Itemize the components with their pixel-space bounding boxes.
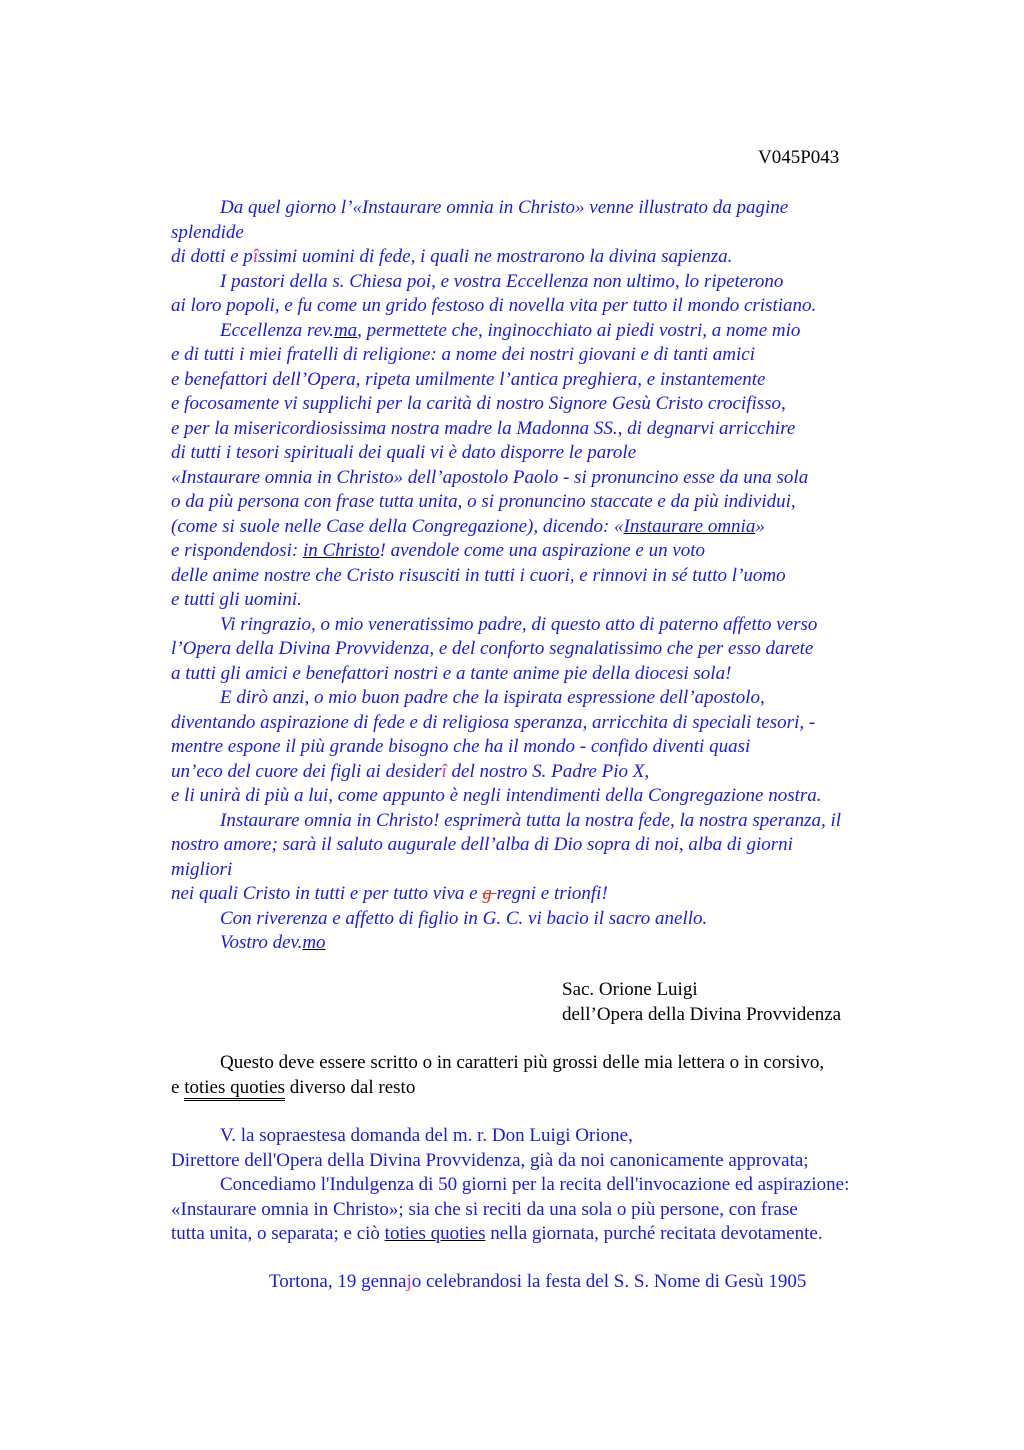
letter-line: migliori <box>171 858 233 880</box>
letter-line: nostro amore; sarà il saluto augurale dell’alba di Dio sopra di noi, alba di giorni <box>171 834 793 855</box>
date-line <box>269 1271 806 1293</box>
letter-line: e tutti gli uomini. <box>171 589 302 610</box>
decree-line <box>171 1222 849 1247</box>
text-fragment: Vostro dev. <box>220 932 303 953</box>
struck-correction: g <box>482 883 497 904</box>
letter-line <box>171 515 911 540</box>
letter-line <box>171 882 911 907</box>
letter-line: o da più persona con frase tutta unita, o si pronuncino staccate e da più individui, <box>171 491 796 512</box>
letter-line: E dirò anzi, o mio buon padre che la ispirata espressione dell’apostolo, <box>220 687 765 708</box>
text-fragment: nei quali Cristo in tutti e per tutto viva e <box>171 883 483 904</box>
letter-line: e focosamente vi supplichi per la carità di nostro Signore Gesù Cristo crocifisso, <box>171 393 786 414</box>
decree-line: V. la sopraestesa domanda del m. r. Don Luigi Orione, <box>220 1125 633 1146</box>
letter-line: l’Opera della Divina Provvidenza, e del conforto segnalatissimo che per esso darete <box>171 638 814 659</box>
letter-line: mentre espone il più grande bisogno che ha il mondo - confido diventi quasi <box>171 736 751 757</box>
signature-org: dell’Opera della Divina Provvidenza <box>562 1003 842 1025</box>
text-fragment: Tortona, 19 genna <box>269 1271 407 1292</box>
author-note <box>171 1051 824 1100</box>
letter-line: e li unirà di più a lui, come appunto è negli intendimenti della Congregazione nostra. <box>171 785 822 806</box>
text-fragment: ! avendole come una aspirazione e un voto <box>379 540 706 561</box>
decree-line: «Instaurare omnia in Christo»; sia che si reciti da una sola o più persone, con frase <box>171 1198 798 1220</box>
letter-line: ai loro popoli, e fu come un grido festoso di novella vita per tutto il mondo cristiano. <box>171 295 817 316</box>
text-fragment: e rispondendosi: <box>171 540 303 561</box>
correction-mark: j <box>406 1271 412 1292</box>
letter-line <box>171 760 911 785</box>
decree-line: Direttore dell'Opera della Divina Provvidenza, già da noi canonicamente approvata; <box>171 1149 809 1171</box>
letter-line: splendide <box>171 221 244 243</box>
text-fragment: e <box>171 1076 185 1098</box>
decree-line: Concediamo l'Indulgenza di 50 giorni per la recita dell'invocazione ed aspirazione: <box>220 1174 850 1195</box>
text-fragment: Eccellenza rev. <box>220 319 334 341</box>
text-fragment: di dotti e p <box>171 246 253 267</box>
letter-body <box>171 196 911 956</box>
underlined-superscript: mo <box>302 932 326 953</box>
letter-line: Con riverenza e affetto di figlio in G. C. vi bacio il sacro anello. <box>220 907 708 929</box>
letter-line: e benefattori dell’Opera, ripeta umilmente l’antica preghiera, e instantemente <box>171 368 766 390</box>
text-fragment: (come si suole nelle Case della Congregazione), dicendo: « <box>171 515 624 537</box>
text-fragment: tutta unita, o separata; e ciò <box>171 1223 385 1244</box>
letter-line: «Instaurare omnia in Christo» dell’apostolo Paolo - si pronuncino esse da una sola <box>171 466 809 488</box>
text-fragment: un’eco del cuore dei figli ai desider <box>171 760 442 782</box>
text-fragment: ssimi uomini di fede, i quali ne mostrarono la divina sapienza. <box>258 246 733 267</box>
letter-line: e di tutti i miei fratelli di religione: a nome dei nostri giovani e di tanti amici <box>171 344 755 365</box>
letter-line: diventando aspirazione di fede e di religiosa speranza, arricchita di speciali tesori, - <box>171 711 816 733</box>
letter-line: di tutti i tesori spirituali dei quali vi è dato disporre le parole <box>171 442 637 463</box>
note-line <box>171 1076 824 1101</box>
letter-line: Instaurare omnia in Christo! esprimerà tutta la nostra fede, la nostra speranza, il <box>220 809 842 831</box>
signature-name: Sac. Orione Luigi <box>562 979 698 1000</box>
underlined-superscript: ma <box>333 319 358 341</box>
letter-line <box>171 245 911 270</box>
page-id: V045P043 <box>758 147 840 168</box>
letter-line <box>171 931 911 956</box>
signature-block <box>562 978 841 1027</box>
text-fragment: » <box>755 515 765 537</box>
letter-line: Vi ringrazio, o mio veneratissimo padre, di questo atto di paterno affetto verso <box>220 613 818 635</box>
letter-line: Da quel giorno l’«Instaurare omnia in Christo» venne illustrato da pagine <box>220 197 789 218</box>
letter-line: delle anime nostre che Cristo risusciti in tutti i cuori, e rinnovi in sé tutto l’uomo <box>171 564 786 586</box>
letter-line: I pastori della s. Chiesa poi, e vostra Eccellenza non ultimo, lo ripeterono <box>220 270 784 292</box>
underlined-phrase: toties quoties <box>384 1223 486 1244</box>
letter-line <box>171 319 911 344</box>
text-fragment: o celebrandosi la festa del S. S. Nome di Gesù 1905 <box>411 1271 807 1292</box>
text-fragment: , permettete che, inginocchiato ai piedi vostri, a nome mio <box>357 319 801 341</box>
underlined-phrase: in Christo <box>302 540 380 561</box>
text-fragment: diverso dal resto <box>285 1076 416 1098</box>
decree-block <box>171 1124 849 1247</box>
underlined-phrase: Instaurare omnia <box>623 515 756 537</box>
letter-line: e per la misericordiosissima nostra madre la Madonna SS., di degnarvi arricchire <box>171 417 796 439</box>
double-underlined-phrase: toties quoties <box>184 1077 285 1101</box>
correction-mark: î <box>441 760 447 782</box>
correction-mark: î <box>252 246 259 267</box>
note-line: Questo deve essere scritto o in caratteri più grossi delle mia lettera o in corsivo, <box>220 1052 825 1073</box>
text-fragment: del nostro S. Padre Pio X, <box>446 760 650 782</box>
letter-line: a tutti gli amici e benefattori nostri e a tante anime pie della diocesi sola! <box>171 662 732 684</box>
text-fragment: nella giornata, purché recitata devotamente. <box>485 1223 823 1244</box>
text-fragment: regni e trionfi! <box>496 883 608 904</box>
letter-line <box>171 539 911 564</box>
